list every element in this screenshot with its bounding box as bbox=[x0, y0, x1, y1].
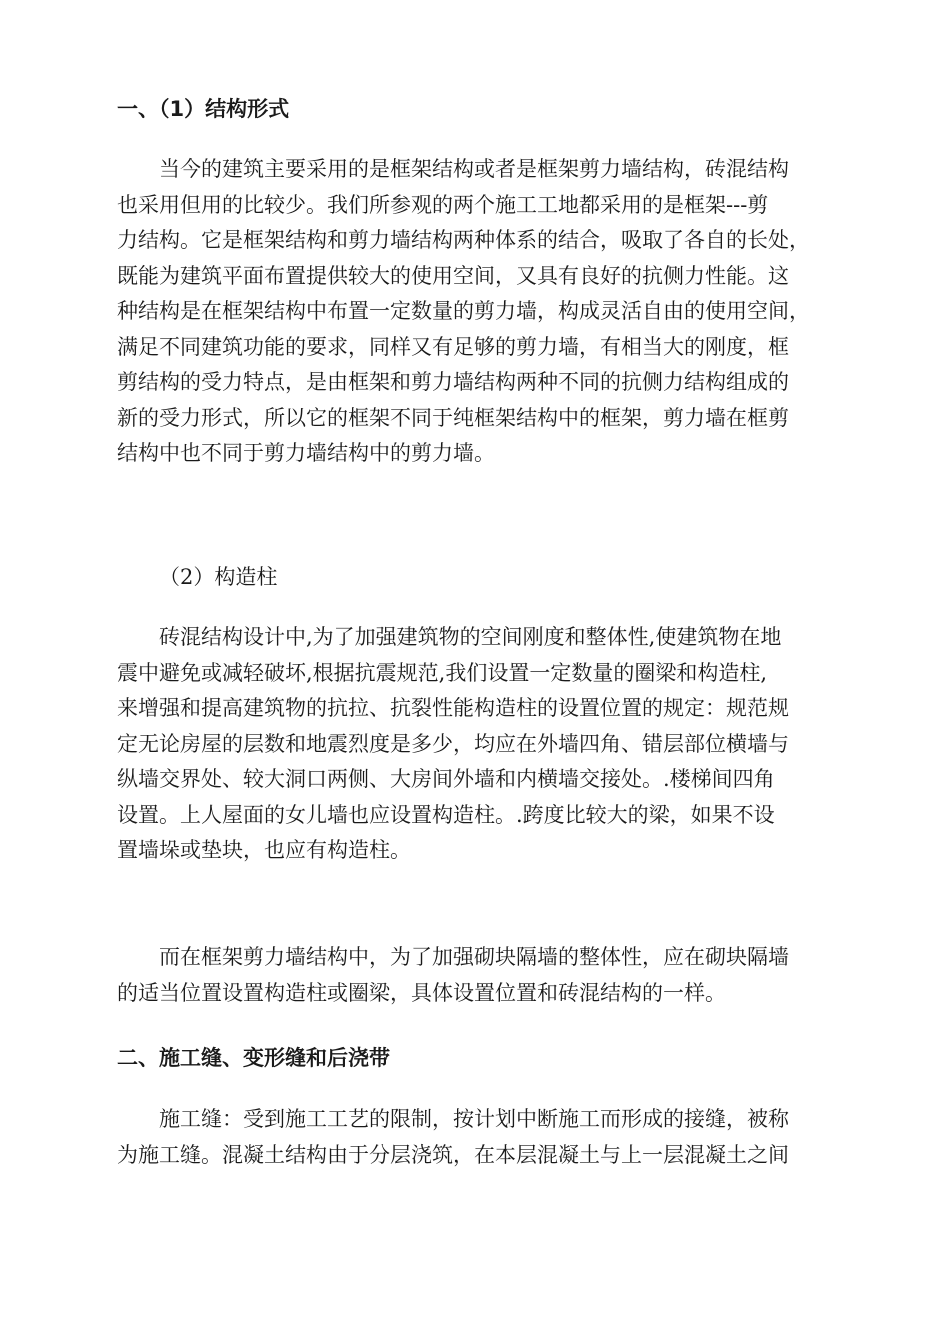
heading-text: 一、（1）结构形式 bbox=[117, 97, 290, 121]
paragraph-line: 结构中也不同于剪力墙结构中的剪力墙。 bbox=[117, 441, 495, 465]
paragraph-line: 力结构。它是框架结构和剪力墙结构两种体系的结合，吸取了各自的长处， bbox=[117, 228, 810, 252]
paragraph-line: 施工缝：受到施工工艺的限制，按计划中断施工而形成的接缝，被称 bbox=[159, 1107, 789, 1131]
paragraph-line: 设置。上人屋面的女儿墙也应设置构造柱。.跨度比较大的梁，如果不设 bbox=[117, 802, 775, 827]
paragraph-structure-form bbox=[117, 152, 837, 472]
section-heading-1 bbox=[117, 92, 837, 128]
paragraph-line: 当今的建筑主要采用的是框架结构或者是框架剪力墙结构，砖混结构 bbox=[159, 157, 789, 181]
paragraph-line: 为施工缝。混凝土结构由于分层浇筑，在本层混凝土与上一层混凝土之间 bbox=[117, 1142, 789, 1167]
paragraph-line: 的适当位置设置构造柱或圈梁，具体设置位置和砖混结构的一样。 bbox=[117, 980, 726, 1005]
subheading-text: （2）构造柱 bbox=[159, 565, 278, 589]
paragraph-line: 定无论房屋的层数和地震烈度是多少，均应在外墙四角、错层部位横墙与 bbox=[117, 731, 789, 756]
paragraph-line: 新的受力形式，所以它的框架不同于纯框架结构中的框架，剪力墙在框剪 bbox=[117, 405, 789, 430]
paragraph-line: 种结构是在框架结构中布置一定数量的剪力墙，构成灵活自由的使用空间， bbox=[117, 299, 810, 323]
paragraph-line: 来增强和提高建筑物的抗拉、抗裂性能构造柱的设置位置的规定：规范规 bbox=[117, 696, 789, 720]
paragraph-frame-shearwall bbox=[117, 940, 837, 1011]
paragraph-line: 砖混结构设计中,为了加强建筑物的空间刚度和整体性,使建筑物在地 bbox=[159, 625, 782, 649]
paragraph-line: 纵墙交界处、较大洞口两侧、大房间外墙和内横墙交接处。.楼梯间四角 bbox=[117, 767, 775, 791]
paragraph-line: 也采用但用的比较少。我们所参观的两个施工工地都采用的是框架---剪 bbox=[117, 192, 769, 217]
paragraph-line: 震中避免或减轻破坏,根据抗震规范,我们设置一定数量的圈梁和构造柱, bbox=[117, 660, 768, 685]
paragraph-line: 剪结构的受力特点，是由框架和剪力墙结构两种不同的抗侧力结构组成的 bbox=[117, 370, 789, 394]
subsection-heading-2 bbox=[117, 560, 837, 596]
paragraph-line: 既能为建筑平面布置提供较大的使用空间，又具有良好的抗侧力性能。这 bbox=[117, 263, 789, 288]
paragraph-line: 满足不同建筑功能的要求，同样又有足够的剪力墙，有相当大的刚度，框 bbox=[117, 334, 789, 359]
paragraph-line: 而在框架剪力墙结构中，为了加强砌块隔墙的整体性，应在砌块隔墙 bbox=[159, 945, 789, 969]
paragraph-constructional-column bbox=[117, 620, 837, 869]
paragraph-line: 置墙垛或垫块，也应有构造柱。 bbox=[117, 838, 411, 862]
heading-text: 二、施工缝、变形缝和后浇带 bbox=[117, 1046, 390, 1070]
paragraph-construction-joint bbox=[117, 1102, 837, 1173]
section-heading-3 bbox=[117, 1041, 837, 1077]
